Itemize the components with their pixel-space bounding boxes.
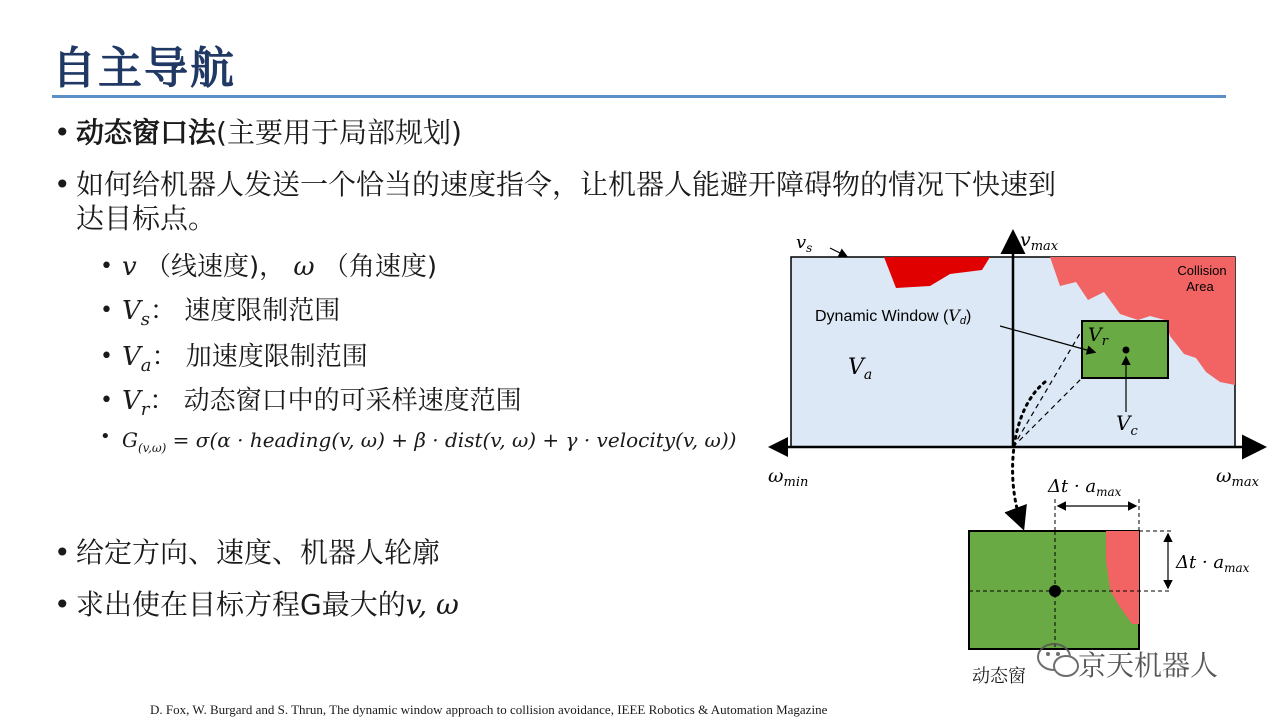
bullet-dot: • <box>54 116 71 149</box>
collision-label-2: Area <box>1186 279 1214 294</box>
sub-bullet-text: ： 速度限制范围 <box>150 296 341 326</box>
formula-lhs-sub: (v,ω) <box>137 441 167 455</box>
slide-title: 自主导航 <box>52 43 236 94</box>
va-label: $V_a$ <box>848 355 873 383</box>
vs-label: $v_s$ <box>796 232 813 255</box>
vs-pointer <box>830 248 846 256</box>
watermark-text: 京天机器人 <box>1078 649 1219 682</box>
bullet-dot: • <box>100 344 113 369</box>
sym-sub: r <box>140 399 150 421</box>
bullet-dot: • <box>54 536 71 569</box>
sym-sub: a <box>140 355 152 377</box>
bullet-question-line2: 达目标点。 <box>76 202 217 235</box>
formula-lhs: G <box>122 428 138 452</box>
sym-V: V <box>122 386 141 416</box>
bullet-question-line1: 如何给机器人发送一个恰当的速度指令，让机器人能避开障碍物的情况下快速到 <box>76 168 1057 201</box>
sym-V: V <box>122 296 141 326</box>
sub-bullet-text: ： 动态窗口中的可采样速度范围 <box>149 386 522 416</box>
bullet-given-text: 给定方向、速度、机器人轮廓 <box>76 536 441 569</box>
sub-bullet-text: （线速度)， <box>136 252 294 282</box>
bullet-dot: • <box>100 298 113 323</box>
zoom-caption: 动态窗 <box>972 666 1026 687</box>
vr-label: $V_r$ <box>1088 324 1108 349</box>
collision-label-1: Collision <box>1177 263 1227 278</box>
bullet-dot: • <box>100 426 111 447</box>
bullet-dwa-suffix: (主要用于局部规划) <box>216 116 462 149</box>
bullet-dot: • <box>100 388 113 413</box>
sym-sub: s <box>140 309 151 331</box>
zoom-center-dot <box>1049 585 1061 597</box>
dynamic-window-label: Dynamic Window (Vd) <box>815 306 972 327</box>
vmax-label: $v_{max}$ <box>1020 229 1059 254</box>
delta-right-label: $\Delta t \cdot a_{max}$ <box>1176 552 1250 575</box>
sym-v: v <box>122 252 137 282</box>
sub-bullet-text: ： 加速度限制范围 <box>151 342 368 372</box>
bullet-dot: • <box>100 254 113 279</box>
formula-rhs: = σ(α · heading(v, ω) + β · dist(v, ω) + γ · velocity(v, ω)) <box>166 428 737 452</box>
sym-omega: ω <box>293 252 315 282</box>
bullet-dot: • <box>54 168 71 201</box>
bullet-dwa-text: 动态窗口法 <box>76 116 217 149</box>
delta-top-label: $\Delta t \cdot a_{max}$ <box>1048 476 1122 499</box>
current-velocity-dot <box>1123 347 1130 354</box>
reference-citation: D. Fox, W. Burgard and S. Thrun, The dynamic window approach to collision avoidance, IEEE Robotics & Automation Magazine <box>150 702 828 717</box>
wmin-label: $\omega_{min}$ <box>768 465 809 490</box>
wmax-label: $\omega_{max}$ <box>1216 465 1259 490</box>
sub-bullet-text2: （角速度) <box>314 252 438 282</box>
sym-V: V <box>122 342 141 372</box>
bullet-maximize-math: v, ω <box>405 588 459 621</box>
bullet-dot: • <box>54 588 71 621</box>
vc-label: $V_c$ <box>1116 411 1138 439</box>
bullet-maximize-text: 求出使在目标方程G最大的 <box>76 588 406 621</box>
